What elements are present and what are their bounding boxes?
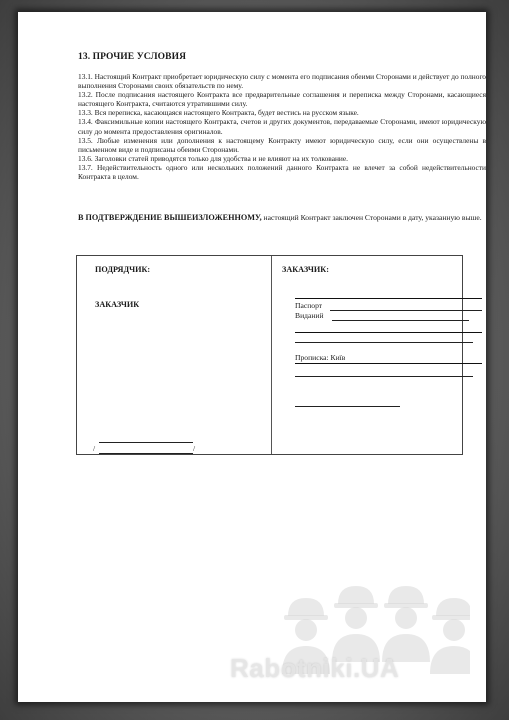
- contractor-name-line: [99, 453, 193, 454]
- section-heading: 13. ПРОЧИЕ УСЛОВИЯ: [78, 52, 187, 62]
- issued-continuation-line: [295, 332, 482, 333]
- registration-label: Прописка: Київ: [295, 353, 346, 362]
- column-divider: [271, 256, 272, 454]
- clause-13-2: 13.2. После подписания настоящего Контракта все предварительные соглашения и переписка между Сторонами, касающиеся настоящего Контракта, считаются утратившими силу.: [78, 90, 486, 109]
- section-13: [78, 52, 486, 181]
- customer-label-left: ЗАКАЗЧИК: [95, 300, 140, 309]
- passport-label: Паспорт: [295, 301, 323, 310]
- customer-name-line: [295, 298, 482, 299]
- clause-13-1: 13.1. Настоящий Контракт приобретает юридическую силу с момента его подписания обеими Сторонами и действует до полного выполнения Сторонами своих обязательств по нему.: [78, 72, 486, 91]
- passport-line: [330, 310, 482, 311]
- signature-table: [76, 255, 463, 455]
- issued-line: [332, 320, 469, 321]
- confirmation-paragraph: [78, 212, 486, 223]
- clause-13-7: 13.7. Недействительность одного или нескольких положений данного Контракта не влечет за собой недействительности Контракта в целом.: [78, 162, 486, 182]
- customer-label-right: ЗАКАЗЧИК:: [282, 265, 329, 274]
- clause-13-3: 13.3. Вся переписка, касающаяся настоящего Контракта, будет вестись на русском языке.: [78, 108, 359, 118]
- signature-slash-start: /: [93, 444, 96, 453]
- watermark-text: Rabotniki.UA: [230, 653, 400, 683]
- issued-label: Виданий: [295, 311, 324, 320]
- customer-signature-line: [295, 406, 400, 407]
- contractor-label: ПОДРЯДЧИК:: [95, 265, 151, 274]
- clause-13-4: 13.4. Факсимильные копии настоящего Контракта, счетов и других документов, передаваемые Сторонами, имеют юридическую силу до момента предоставления оригиналов.: [78, 117, 486, 136]
- registration-continuation-line: [295, 376, 473, 377]
- clause-13-5: 13.5. Любые изменения или дополнения к настоящему Контракту имеют юридическую силу, если они осуществлены в письменном виде и подписаны обеими Сторонами.: [78, 135, 486, 154]
- details-line: [295, 342, 473, 343]
- registration-line: [295, 363, 482, 364]
- clause-13-6: 13.6. Заголовки статей приводятся только для удобства и не влияют на их толкование.: [78, 153, 349, 163]
- confirmation-bold: В ПОДТВЕРЖДЕНИЕ ВЫШЕИЗЛОЖЕННОМУ,: [78, 213, 262, 222]
- signature-slash-end: /: [193, 444, 196, 453]
- contractor-signature-line: [99, 442, 193, 443]
- confirmation-rest: настоящий Контракт заключен Сторонами в дату, указанную выше.: [261, 213, 482, 222]
